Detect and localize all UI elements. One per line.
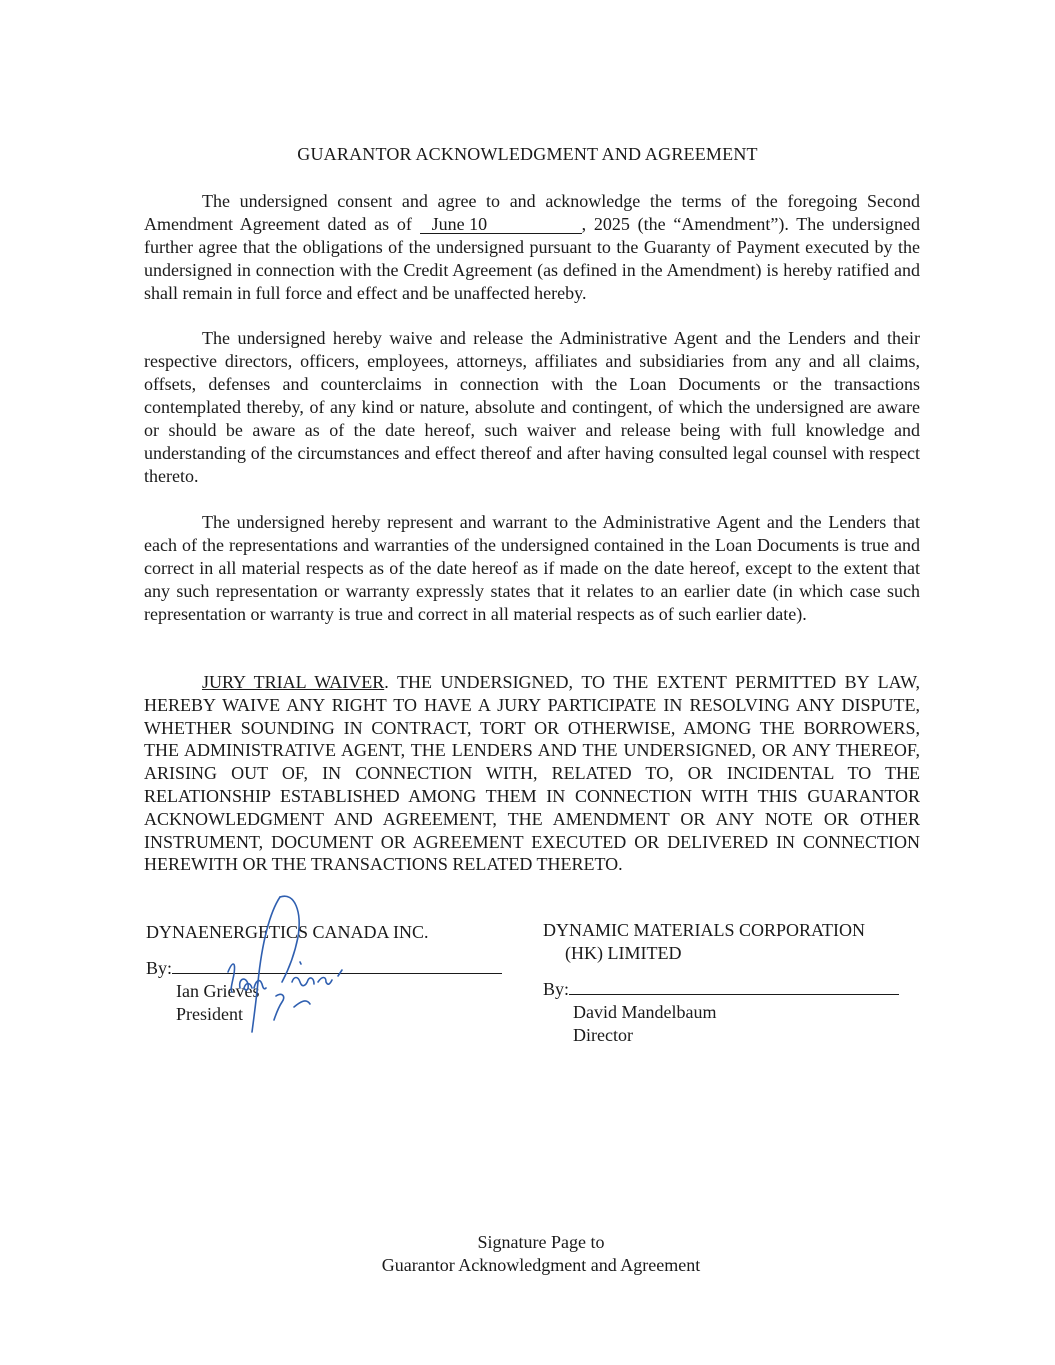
footer-line-2: Guarantor Acknowledgment and Agreement: [381, 1255, 701, 1275]
signature-line-left: [146, 957, 526, 980]
jury-trial-waiver-body: . THE UNDERSIGNED, TO THE EXTENT PERMITTED BY LAW, HEREBY WAIVE ANY RIGHT TO HAVE A JURY PARTICIPATE IN RESOLVING ANY DISPUTE, WHETHER SOUNDING IN CONTRACT, TORT OR OTHERWISE, AMONG THE BORROWERS, THE ADMINISTRATIVE AGENT, THE LENDERS AND THE UNDERSIGNED, OR ANY THEREOF, ARISING OUT OF, IN CONNECTION WITH, RELATED TO, OR INCIDENTAL TO THE RELATIONSHIP ESTABLISHED AMONG THEM IN CONNECTION WITH THIS GUARANTOR ACKNOWLEDGMENT AND AGREEMENT, THE AMENDMENT OR ANY NOTE OR OTHER INSTRUMENT, DOCUMENT OR AGREEMENT EXECUTED OR DELIVERED IN CONNECTION HEREWITH OR THE TRANSACTIONS RELATED THERETO.: [144, 672, 920, 875]
signature-rule: [569, 978, 899, 995]
company-name-left: DYNAENERGETICS CANADA INC.: [146, 922, 429, 942]
document-title: GUARANTOR ACKNOWLEDGMENT AND AGREEMENT: [297, 144, 758, 164]
by-label: By:: [543, 979, 570, 999]
company-name-right-line-2: (HK) LIMITED: [565, 943, 682, 963]
signer-name-right: David Mandelbaum: [573, 1002, 717, 1022]
paragraph-jury-trial-waiver: [144, 671, 920, 876]
signer-title-right: Director: [573, 1025, 633, 1045]
paragraph-consent-text-cont: , 2025 (the “Amendment”). The undersigned further agree that the obligations of the undersigned pursuant to the Guaranty of Payment executed by the undersigned in connection with the Credit Agreement (as defined in the Amendment) is hereby ratified and shall remain in full force and effect and be unaffected hereby.: [144, 214, 920, 303]
paragraph-consent: [144, 190, 920, 305]
paragraph-representations: The undersigned hereby represent and warrant to the Administrative Agent and the Lenders that each of the representations and warranties of the undersigned contained in the Loan Documents is true and correct in all material respects as of the date hereof as if made on the date hereof, except to the extent that any such representation or warranty expressly states that it relates to an earlier date (in which case such representation or warranty is true and correct in all material respects as of such earlier date).: [144, 512, 920, 624]
footer-line-1: Signature Page to: [477, 1232, 605, 1252]
page-footer: [0, 1231, 1055, 1277]
signer-title-left: President: [176, 1004, 243, 1024]
signer-name-left: Ian Grieves: [176, 981, 260, 1001]
jury-trial-waiver-heading: JURY TRIAL WAIVER: [202, 672, 385, 692]
paragraph-waiver-release: The undersigned hereby waive and release the Administrative Agent and the Lenders and their respective directors, officers, employees, attorneys, affiliates and subsidiaries from any and all claims, offsets, defenses and counterclaims in connection with the Loan Documents or the transactions contemplated thereby, of any kind or nature, absolute and contingent, of which the undersigned are aware or should be aware as of the date hereof, such waiver and release being with full knowledge and understanding of the circumstances and effect thereof and after having consulted legal counsel with respect thereto.: [144, 328, 920, 486]
signature-block-left: [146, 921, 526, 1026]
paragraph-consent-text: The undersigned consent and agree to and acknowledge the terms of the foregoing Second Amendment Agreement dated as of: [144, 191, 920, 234]
signature-rule: [172, 957, 502, 974]
by-label: By:: [146, 958, 173, 978]
company-name-right-line-1: DYNAMIC MATERIALS CORPORATION: [543, 920, 866, 940]
amendment-date: June 10: [420, 216, 582, 234]
signature-block-right: [543, 919, 923, 1047]
signature-line-right: [543, 978, 923, 1001]
